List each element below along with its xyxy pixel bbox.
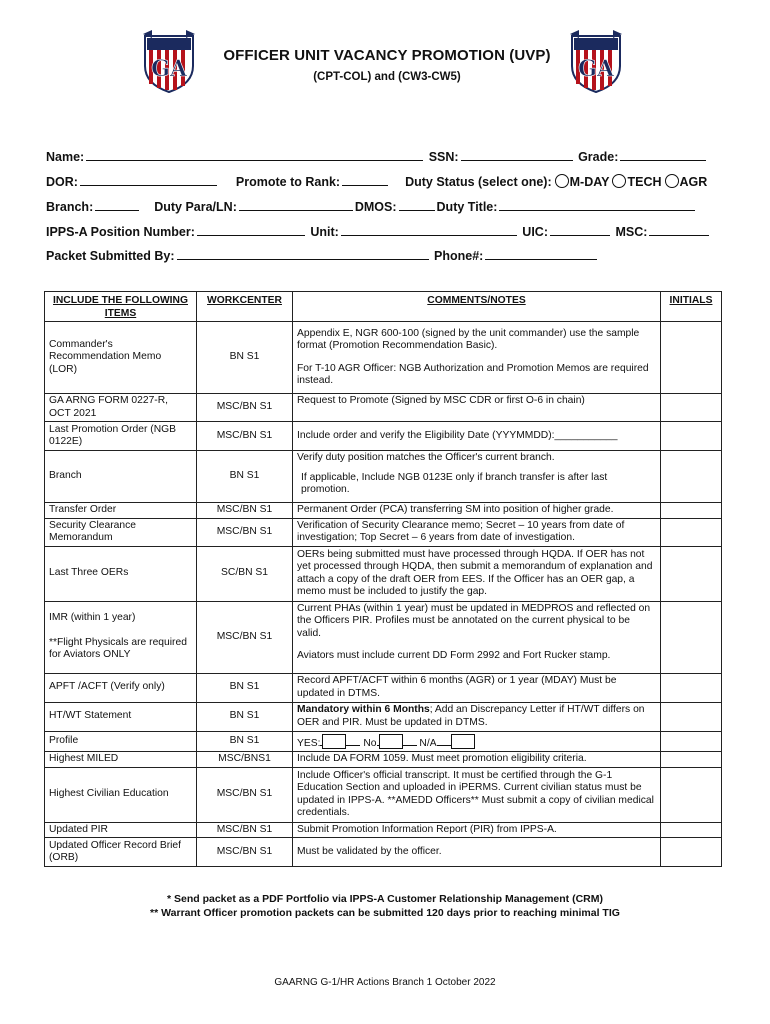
note-text: For T-10 AGR Officer: NGB Authorization and Promotion Memos are required instead. — [297, 362, 649, 386]
initials-cell[interactable] — [661, 838, 722, 867]
ssn-field[interactable] — [461, 148, 573, 161]
field-row-position — [46, 223, 711, 239]
unit-label: Unit: — [310, 225, 339, 239]
dmos-label: DMOS: — [354, 200, 397, 214]
item-cell: Profile — [45, 731, 197, 752]
table-row — [45, 422, 722, 451]
workcenter-cell: BN S1 — [197, 451, 293, 503]
grade-label: Grade: — [578, 150, 619, 164]
table-row — [45, 518, 722, 546]
table-row — [45, 822, 722, 838]
field-row-branch — [46, 198, 697, 214]
uic-label: UIC: — [522, 225, 548, 239]
promote-to-rank-field[interactable] — [342, 173, 388, 186]
workcenter-cell: MSC/BN S1 — [197, 503, 293, 519]
item-note: **Flight Physicals are required for Aviators ONLY — [49, 636, 187, 661]
duty-status-label: Duty Status (select one): — [405, 175, 552, 189]
dor-field[interactable] — [80, 173, 217, 186]
table-row — [45, 767, 722, 822]
workcenter-cell: BN S1 — [197, 673, 293, 702]
na-label: N/A — [419, 737, 437, 749]
initials-cell[interactable] — [661, 422, 722, 451]
field-row-name — [46, 148, 708, 164]
field-row-packet — [46, 247, 599, 263]
notes-cell — [293, 451, 661, 503]
note-emphasis: Mandatory within 6 Months — [297, 704, 430, 715]
no-checkbox[interactable] — [379, 734, 403, 749]
duty-title-field[interactable] — [499, 198, 695, 211]
no-label: No — [363, 737, 377, 749]
tech-option-label: TECH — [627, 175, 662, 189]
table-row — [45, 394, 722, 422]
yes-label: YES: — [297, 737, 321, 749]
item-text: IMR (within 1 year) — [49, 612, 136, 624]
item-cell: Commander's Recommendation Memo (LOR) — [45, 322, 197, 394]
notes-cell — [293, 322, 661, 394]
duty-title-label: Duty Title: — [436, 200, 498, 214]
workcenter-cell: MSC/BNS1 — [197, 752, 293, 768]
table-row — [45, 503, 722, 519]
workcenter-cell: MSC/BN S1 — [197, 518, 293, 546]
workcenter-cell: MSC/BN S1 — [197, 822, 293, 838]
notes-cell: OERs being submitted must have processed through HQDA. If OER has not yet processed through HQDA, then submit a memorandum of explanation and attach a copy of the draft OER from EES. If the Officer has an OER gap, a memo must be included to justify the gap. — [293, 546, 661, 601]
form-subtitle: (CPT-COL) and (CW3-CW5) — [313, 71, 461, 83]
item-cell: APFT /ACFT (Verify only) — [45, 673, 197, 702]
note-text: If applicable, Include NGB 0123E only if branch transfer is after last promotion. — [301, 471, 608, 495]
item-cell: Highest MILED — [45, 752, 197, 768]
branch-label: Branch: — [46, 200, 94, 214]
item-cell: HT/WT Statement — [45, 702, 197, 731]
packet-submitted-by-label: Packet Submitted By: — [46, 249, 175, 263]
notes-cell — [293, 731, 661, 752]
checklist-table — [44, 291, 722, 867]
mday-radio[interactable] — [555, 174, 569, 188]
agr-radio[interactable] — [665, 174, 679, 188]
initials-cell[interactable] — [661, 673, 722, 702]
initials-cell[interactable] — [661, 767, 722, 822]
notes-cell: Include DA FORM 1059. Must meet promotion eligibility criteria. — [293, 752, 661, 768]
field-row-dor — [46, 173, 707, 189]
item-cell: Last Promotion Order (NGB 0122E) — [45, 422, 197, 451]
phone-field[interactable] — [485, 247, 597, 260]
initials-cell[interactable] — [661, 702, 722, 731]
duty-para-ln-field[interactable] — [239, 198, 353, 211]
item-cell: Updated PIR — [45, 822, 197, 838]
initials-cell[interactable] — [661, 451, 722, 503]
msc-field[interactable] — [649, 223, 709, 236]
initials-cell[interactable] — [661, 394, 722, 422]
na-checkbox[interactable] — [451, 734, 475, 749]
header-initials: INITIALS — [661, 292, 722, 322]
svg-text:GA: GA — [578, 56, 614, 82]
mday-option-label: M-DAY — [569, 175, 610, 189]
table-row — [45, 838, 722, 867]
item-cell: Transfer Order — [45, 503, 197, 519]
item-cell: Branch — [45, 451, 197, 503]
workcenter-cell: MSC/BN S1 — [197, 838, 293, 867]
notes-cell: Verification of Security Clearance memo; Secret – 10 years from date of investigation; Top Secret – 6 years from date of investigation. — [293, 518, 661, 546]
table-row — [45, 601, 722, 673]
header-comments: COMMENTS/NOTES — [293, 292, 661, 322]
note-text: Aviators must include current DD Form 2992 and Fort Rucker stamp. — [297, 650, 611, 661]
workcenter-cell: MSC/BN S1 — [197, 394, 293, 422]
initials-cell[interactable] — [661, 752, 722, 768]
table-row — [45, 451, 722, 503]
note-text: ; Add an Discrepancy Letter if HT/WT differs on OER and PIR. Must be updated in DTMS. — [297, 704, 645, 728]
name-label: Name: — [46, 150, 85, 164]
promote-to-rank-label: Promote to Rank: — [235, 175, 341, 189]
workcenter-cell: BN S1 — [197, 702, 293, 731]
ippsa-position-field[interactable] — [197, 223, 305, 236]
workcenter-cell: MSC/BN S1 — [197, 422, 293, 451]
table-row — [45, 322, 722, 394]
initials-cell[interactable] — [661, 601, 722, 673]
table-header-row — [45, 292, 722, 322]
initials-cell[interactable] — [661, 546, 722, 601]
notes-cell: Include order and verify the Eligibility Date (YYYMMDD):___________ — [293, 422, 661, 451]
ippsa-position-label: IPPS-A Position Number: — [46, 225, 195, 239]
workcenter-cell: BN S1 — [197, 322, 293, 394]
notes-cell: Permanent Order (PCA) transferring SM into position of higher grade. — [293, 503, 661, 519]
initials-cell[interactable] — [661, 322, 722, 394]
item-cell: GA ARNG FORM 0227-R, OCT 2021 — [45, 394, 197, 422]
initials-cell[interactable] — [661, 518, 722, 546]
notes-cell: Request to Promote (Signed by MSC CDR or first O-6 in chain) — [293, 394, 661, 422]
svg-text:GA: GA — [151, 56, 187, 82]
table-row — [45, 546, 722, 601]
note-text: Appendix E, NGR 600-100 (signed by the unit commander) use the sample format (Promotion Recommendation Basic). — [297, 327, 640, 351]
agr-option-label: AGR — [679, 175, 708, 189]
item-cell: Updated Officer Record Brief (ORB) — [45, 838, 197, 867]
page-footer: GAARNG G-1/HR Actions Branch 1 October 2022 — [274, 977, 496, 988]
form-title: OFFICER UNIT VACANCY PROMOTION (UVP) — [223, 47, 551, 64]
table-row — [45, 731, 722, 752]
georgia-guard-shield-logo-left — [142, 30, 196, 94]
notes-cell: Must be validated by the officer. — [293, 838, 661, 867]
note-text: Current PHAs (within 1 year) must be updated in MEDPROS and reflected on the Officers PIR. Profiles must be annotated on the current physical to be valid. — [297, 602, 651, 639]
uic-field[interactable] — [550, 223, 610, 236]
workcenter-cell: MSC/BN S1 — [197, 767, 293, 822]
header-items: INCLUDE THE FOLLOWING ITEMS — [45, 292, 197, 322]
note-text: Verify duty position matches the Officer's current branch. — [297, 452, 555, 463]
initials-cell[interactable] — [661, 731, 722, 752]
notes-cell: Submit Promotion Information Report (PIR) from IPPS-A. — [293, 822, 661, 838]
duty-para-ln-label: Duty Para/LN: — [154, 200, 237, 214]
workcenter-cell: BN S1 — [197, 731, 293, 752]
notes-cell — [293, 601, 661, 673]
tech-radio[interactable] — [612, 174, 626, 188]
workcenter-cell: MSC/BN S1 — [197, 601, 293, 673]
item-cell — [45, 601, 197, 673]
item-cell: Last Three OERs — [45, 546, 197, 601]
initials-cell[interactable] — [661, 822, 722, 838]
table-row — [45, 673, 722, 702]
grade-field[interactable] — [620, 148, 706, 161]
table-row — [45, 702, 722, 731]
initials-cell[interactable] — [661, 503, 722, 519]
footnote-crm: * Send packet as a PDF Portfolio via IPPS-A Customer Relationship Management (CRM) — [166, 893, 604, 905]
msc-label: MSC: — [615, 225, 648, 239]
footnote-warrant-officer: ** Warrant Officer promotion packets can be submitted 120 days prior to reaching minimal TIG — [150, 907, 620, 919]
notes-cell: Include Officer's official transcript. It must be certified through the G-1 Education Section and uploaded in iPERMS. Current civilian status must be updated in IPPS-A. **AMEDD Officers** Must submit a copy of civilian medical credentials. — [293, 767, 661, 822]
table-row — [45, 752, 722, 768]
header-workcenter: WORKCENTER — [197, 292, 293, 322]
notes-cell — [293, 702, 661, 731]
yes-checkbox[interactable] — [322, 734, 346, 749]
workcenter-cell: SC/BN S1 — [197, 546, 293, 601]
item-cell: Highest Civilian Education — [45, 767, 197, 822]
notes-cell: Record APFT/ACFT within 6 months (AGR) or 1 year (MDAY) Must be updated in DTMS. — [293, 673, 661, 702]
ssn-label: SSN: — [428, 150, 459, 164]
phone-label: Phone#: — [434, 249, 484, 263]
dor-label: DOR: — [46, 175, 78, 189]
item-cell: Security Clearance Memorandum — [45, 518, 197, 546]
unit-field[interactable] — [341, 223, 517, 236]
name-field[interactable] — [86, 148, 423, 161]
branch-field[interactable] — [95, 198, 139, 211]
packet-submitted-by-field[interactable] — [177, 247, 429, 260]
dmos-field[interactable] — [399, 198, 435, 211]
